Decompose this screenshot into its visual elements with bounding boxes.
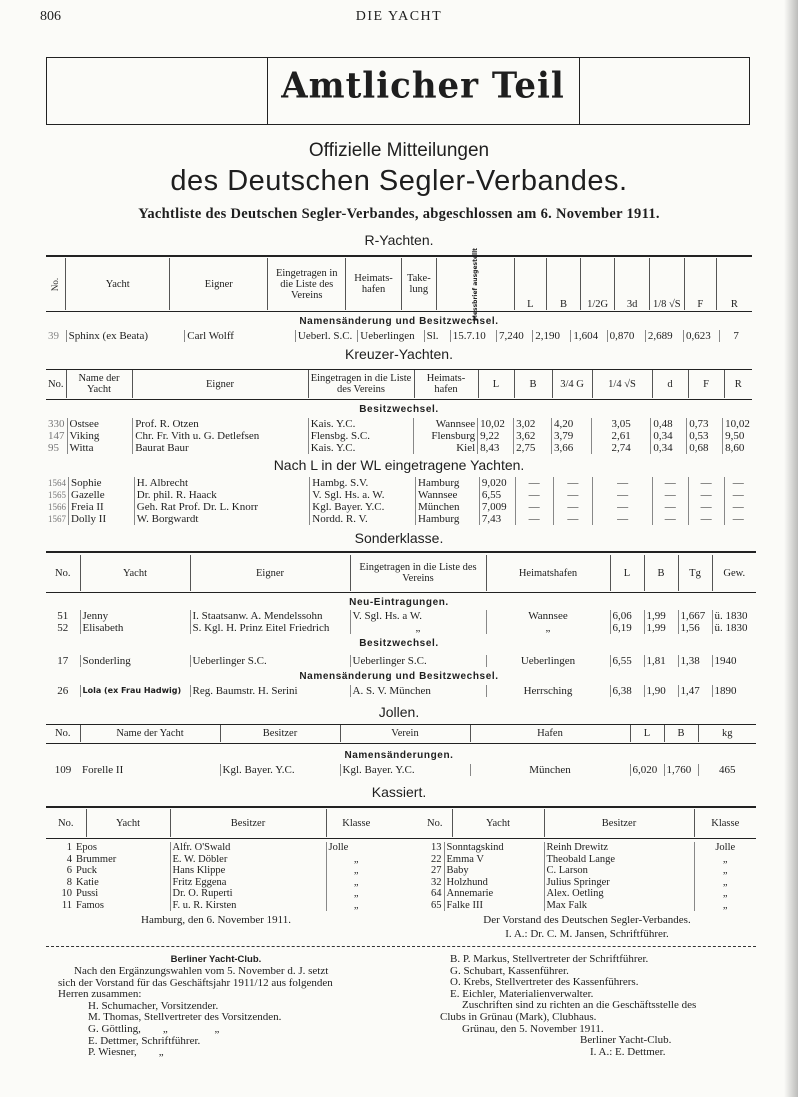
kreuzer-rows [46, 418, 752, 454]
r-yachten-subheading: Namensänderung und Besitzwechsel. [299, 316, 499, 327]
table-row: 52 Elisabeth S. Kgl. H. Prinz Eitel Friedrich „ „ 6,19 1,99 1,56 ü. 1830 [46, 622, 756, 634]
table-row: 147 Viking Chr. Fr. Vith u. G. Detlefsen Flensbg. S.C. Flensburg 9,22 3,62 3,79 2,61 0,34 0,53 9,50 [46, 430, 752, 442]
sonder-header: No. Yacht Eigner Eingetragen in die Liste des Vereins Heimatshafen L B Tg Gew. [46, 555, 756, 591]
table-row: 13 Sonntagskind Reinh Drewitz Jolle [418, 842, 756, 854]
col-b: B [546, 258, 580, 310]
table-row: 1564 Sophie H. Albrecht Hambg. S.V. Hamburg 9,020 — — — — — — [46, 477, 752, 489]
table-row: 1 Epos Alfr. O'Swald Jolle [46, 842, 386, 854]
table-row: 39 Sphinx (ex Beata) Carl Wolff Ueberl. S.C. Ueberlingen Sl. 15.7.10 7,240 2,190 1,604 0,870 2,689 0,623 7 [46, 330, 752, 342]
kassiert-right-rows [418, 842, 756, 911]
table-row: 1567 Dolly II W. Borgwardt Nordd. R. V. Hamburg 7,43 — — — — — — [46, 513, 752, 525]
col-3d: 3d [615, 258, 649, 310]
table-row: 26 Lola (ex Frau Hadwig) Reg. Baumstr. H. Serini A. S. V. München Herrsching 6,38 1,90 1,47 1890 [46, 685, 756, 697]
kassiert-signature-2: I. A.: Dr. C. M. Jansen, Schriftführer. [505, 928, 669, 940]
table-row: 17 Sonderling Ueberlinger S.C. Ueberlinger S.C. Ueberlingen 6,55 1,81 1,38 1940 [46, 655, 756, 667]
table-row: 4 Brummer E. W. Döbler „ [46, 854, 386, 866]
col-half-g: 1/2G [580, 258, 614, 310]
table-row: 27 Baby C. Larson „ [418, 865, 756, 877]
table-row: 64 Annemarie Alex. Oetling „ [418, 888, 756, 900]
sonder-heading: Sonderklasse. [354, 530, 444, 546]
divider-dashed [46, 946, 756, 947]
table-row: 6 Puck Hans Klippe „ [46, 865, 386, 877]
announcement-line-3: Yachtliste des Deutschen Segler-Verbandes, abgeschlossen am 6. November 1911. [138, 206, 660, 222]
sonder-neu-rows [46, 610, 756, 634]
table-row: 11 Famos F. u. R. Kirsten „ [46, 900, 386, 912]
berliner-left: Nach den Ergänzungswahlen vom 5. November d. J. setzt sich der Vorstand für das Geschäftsjahr 1911/12 aus folgenden Herren zusammen: H. Schumacher, Vorsitzender. M. Thomas, Stellvertreter des Vorsitzenden. G. Göttling, „ „ E. Dettmer, Schriftführer. P. Wiesner, „ [58, 965, 333, 1059]
kassiert-header-left: No. Yacht Besitzer Klasse [46, 809, 386, 837]
sonder-bw-heading: Besitzwechsel. [359, 638, 439, 649]
table-row: 10 Pussi Dr. O. Ruperti „ [46, 888, 386, 900]
kreuzer-header: No. Name der Yacht Eigner Eingetragen in die Liste des Vereins Heimats-hafen L B 3/4 G 1/4 √S d F R [46, 370, 752, 398]
nach-l-heading: Nach L in der WL eingetragene Yachten. [273, 457, 525, 473]
jollen-rows [46, 764, 756, 776]
col-messbrief: Messbrief ausgestellt [471, 247, 479, 321]
table-row: 65 Falke III Max Falk „ [418, 900, 756, 912]
sonder-nb-heading: Namensänderung und Besitzwechsel. [299, 671, 499, 682]
page-number: 806 [40, 9, 61, 24]
berliner-title: Berliner Yacht-Club. [170, 954, 262, 965]
kassiert-heading: Kassiert. [371, 784, 427, 800]
col-liste: Eingetragen in die Liste des Vereins [268, 258, 346, 310]
jollen-subheading: Namensänderungen. [344, 750, 454, 761]
nach-l-rows [46, 477, 752, 525]
col-hafen: Heimats-hafen [346, 258, 402, 310]
table-row: 8 Katie Fritz Eggena „ [46, 877, 386, 889]
kreuzer-subheading: Besitzwechsel. [359, 404, 439, 415]
table-row: 1565 Gazelle Dr. phil. R. Haack V. Sgl. Hs. a. W. Wannsee 6,55 — — — — — — [46, 489, 752, 501]
kassiert-header-right: No. Yacht Besitzer Klasse [418, 809, 756, 837]
col-l: L [514, 258, 546, 310]
col-eigner: Eigner [170, 258, 268, 310]
jollen-heading: Jollen. [378, 704, 420, 720]
table-row: 1566 Freia II Geh. Rat Prof. Dr. L. Knorr Kgl. Bayer. Y.C. München 7,009 — — — — — — [46, 501, 752, 513]
banner-title: Amtlicher Teil [281, 65, 565, 107]
col-yacht: Yacht [66, 258, 170, 310]
table-row: 95 Witta Baurat Baur Kais. Y.C. Kiel 8,43 2,75 3,66 2,74 0,34 0,68 8,60 [46, 442, 752, 454]
jollen-header: No. Name der Yacht Besitzer Verein Hafen L B kg [46, 725, 756, 742]
table-row: 51 Jenny I. Staatsanw. A. Mendelssohn V. Sgl. Hs. a W. Wannsee 6,06 1,99 1,667 ü. 1830 [46, 610, 756, 622]
table-row: 109 Forelle II Kgl. Bayer. Y.C. Kgl. Bayer. Y.C. München 6,020 1,760 465 [46, 764, 756, 776]
r-yachten-heading: R-Yachten. [364, 232, 434, 248]
table-row: 330 Ostsee Prof. R. Otzen Kais. Y.C. Wannsee 10,02 3,02 4,20 3,05 0,48 0,73 10,02 [46, 418, 752, 430]
table-row: 22 Emma V Theobald Lange „ [418, 854, 756, 866]
col-f: F [684, 258, 716, 310]
sonder-bw-rows [46, 655, 756, 667]
kassiert-left-rows [46, 842, 386, 911]
r-yachten-header [46, 247, 752, 321]
sonder-neu-heading: Neu-Eintragungen. [349, 597, 449, 608]
col-no: No. [50, 277, 61, 291]
col-r: R [716, 258, 752, 310]
journal-title: DIE YACHT [355, 9, 443, 24]
r-yachten-rows [46, 330, 752, 342]
kassiert-date: Hamburg, den 6. November 1911. [141, 914, 291, 926]
kreuzer-heading: Kreuzer-Yachten. [345, 346, 453, 362]
kassiert-signature-1: Der Vorstand des Deutschen Segler-Verbandes. [483, 914, 691, 926]
announcement-line-1: Offizielle Mitteilungen [308, 140, 490, 161]
table-row: 32 Holzhund Julius Springer „ [418, 877, 756, 889]
page-edge-shadow [784, 0, 798, 1097]
col-sqrt-s: 1/8 √S [649, 258, 684, 310]
sonder-nb-rows [46, 685, 756, 697]
col-takelung: Take-lung [401, 258, 436, 310]
announcement-line-2: des Deutschen Segler-Verbandes. [170, 165, 628, 197]
berliner-right: B. P. Markus, Stellvertreter der Schriftführer. G. Schubart, Kassenführer. O. Krebs, Stellvertreter des Kassenführers. E. Eichler, Materialienverwalter. Zuschriften sind zu richten an die Geschäftsstelle des Clubs in Grünau (Mark), Clubhaus. Grünau, den 5. November 1911. Berliner Yacht-Club. I. A.: E. Dettmer. [440, 953, 697, 1058]
